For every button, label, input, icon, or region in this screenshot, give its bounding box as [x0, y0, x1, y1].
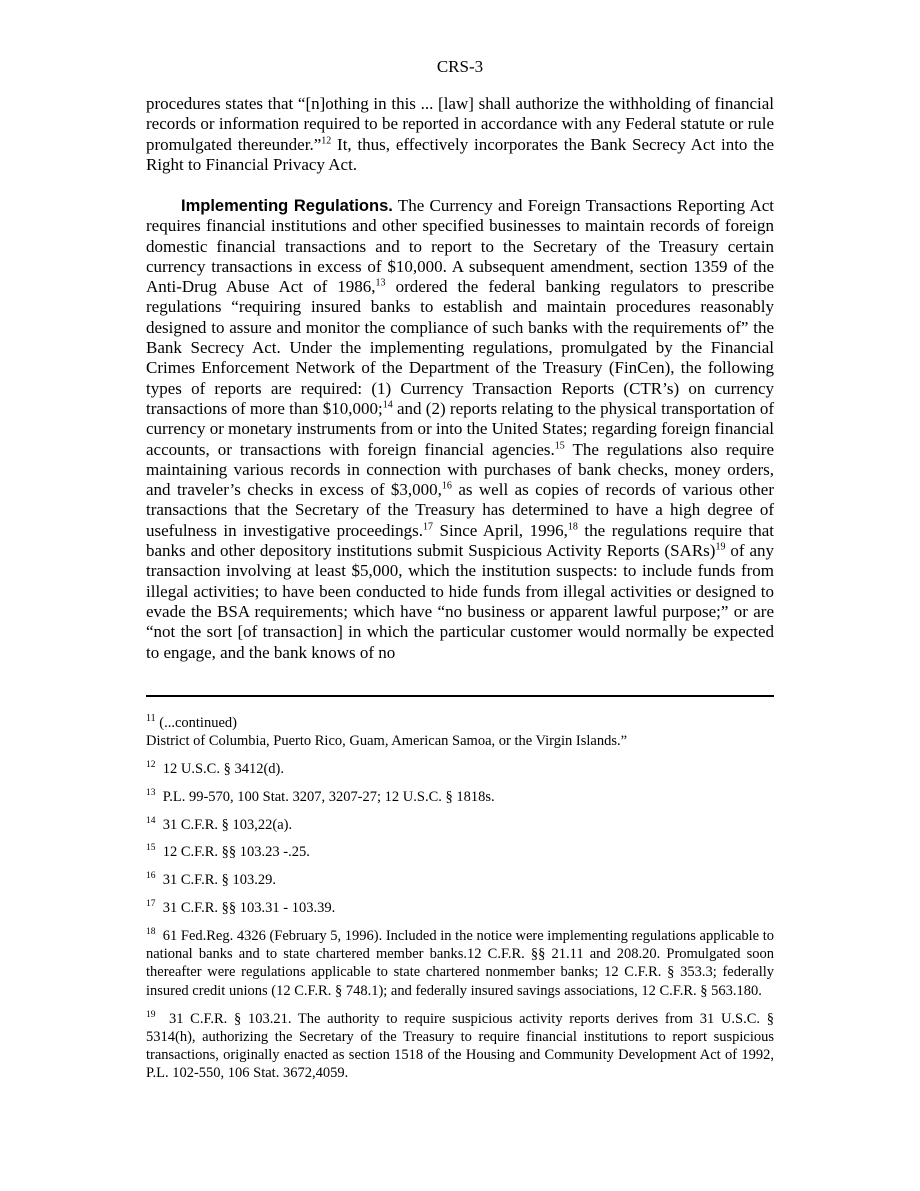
footnote-18	[146, 927, 774, 1000]
footnote-ref-17[interactable]: 17	[422, 521, 433, 533]
footnote-number: 14	[146, 815, 156, 826]
paragraph-text: procedures states that “[n]othing in this ... [law] shall authorize the withholding of financial records or information required to be reported in accordance with any Federal statute or rule promulgated thereunder.”	[146, 94, 774, 154]
footnote-number: 16	[146, 871, 156, 882]
paragraph-text: the regulations require that banks and other depository institutions submit Suspicious Activity Reports (SARs)	[146, 520, 774, 561]
footnote-12	[146, 760, 774, 778]
footnote-17	[146, 899, 774, 917]
footnote-number: 13	[146, 788, 156, 799]
footnote-14	[146, 816, 774, 834]
footnote-text: 31 C.F.R. § 103.29.	[162, 872, 276, 889]
paragraph-text: as well as copies of records of various other transactions that the Secretary of the Treasury has determined to have a high degree of usefulness in investigative proceedings.	[146, 480, 774, 540]
footnote-number: 15	[146, 843, 156, 854]
footnote-19	[146, 1010, 774, 1083]
footnote-continued-marker: (...continued)	[155, 715, 237, 731]
section-heading: Implementing Regulations.	[181, 197, 393, 215]
paragraph-text: The Currency and Foreign Transactions Reporting Act requires financial institutions and other specified businesses to maintain records of foreign domestic financial transactions and to report to the Secretary of the Treasury certain currency transactions in excess of $10,000. A subsequent amendment, section 1359 of the Anti-Drug Abuse Act of 1986,	[146, 196, 774, 297]
paragraph-text: and (2) reports relating to the physical transportation of currency or monetary instruments from or into the United States; regarding foreign financial accounts, or transactions with foreign financial agencies.	[146, 398, 774, 459]
footnote-text: 31 C.F.R. §§ 103.31 - 103.39.	[162, 900, 336, 917]
footnote-number: 12	[146, 760, 156, 771]
footnote-divider	[146, 695, 774, 697]
paragraph-text: Since April, 1996,	[432, 520, 568, 540]
body-paragraph-2	[146, 196, 774, 663]
footnote-11-continued	[146, 714, 774, 751]
footnote-ref-13[interactable]: 13	[375, 277, 386, 289]
footnote-ref-15[interactable]: 15	[554, 439, 565, 451]
footnote-13	[146, 788, 774, 806]
paragraph-text: The regulations also require maintaining various records in connection with purchases of bank checks, money orders, and traveler’s checks in excess of $3,000,	[146, 439, 774, 500]
footnote-number: 18	[146, 927, 156, 938]
footnote-ref-19[interactable]: 19	[715, 541, 726, 553]
page-header: CRS-3	[436, 57, 484, 76]
footnote-number: 11	[146, 713, 156, 725]
footnote-text: 61 Fed.Reg. 4326 (February 5, 1996). Included in the notice were implementing regulations applicable to national banks and to state chartered member banks.12 C.F.R. §§ 21.11 and 208.20. Promulgated soon thereafter were regulations applicable to state chartered nonmember banks; 12 C.F.R. § 353.3; federally insured credit unions (12 C.F.R. § 748.1); and federally insured savings associations, 12 C.F.R. § 563.180.	[146, 927, 775, 999]
footnote-15	[146, 843, 774, 861]
footnote-text: 31 C.F.R. § 103,22(a).	[162, 816, 293, 833]
footnote-text: P.L. 99-570, 100 Stat. 3207, 3207-27; 12 U.S.C. § 1818s.	[162, 788, 495, 805]
footnote-16	[146, 871, 774, 889]
body-paragraph-1	[146, 94, 774, 175]
footnote-text: 12 C.F.R. §§ 103.23 -.25.	[162, 844, 310, 861]
footnote-continued-label	[146, 714, 774, 732]
footnote-text: District of Columbia, Puerto Rico, Guam, American Samoa, or the Virgin Islands.”	[146, 733, 628, 750]
footnote-ref-14[interactable]: 14	[382, 399, 393, 411]
footnote-number: 19	[146, 1009, 156, 1020]
footnotes-section	[146, 714, 774, 1092]
paragraph-text: It, thus, effectively incorporates the Bank Secrecy Act into the Right to Financial Privacy Act.	[146, 134, 774, 174]
footnote-ref-18[interactable]: 18	[567, 521, 578, 533]
paragraph-text: ordered the federal banking regulators to prescribe regulations “requiring insured banks to establish and maintain procedures reasonably designed to assure and monitor the compliance of such banks with the requirements of” the Bank Secrecy Act. Under the implementing regulations, promulgated by the Financial Crimes Enforcement Network of the Department of the Treasury (FinCen), the following types of reports are required: (1) Currency Transaction Reports (CTR’s) on currency transactions of more than $10,000;	[146, 277, 774, 418]
footnote-text: 31 C.F.R. § 103.21. The authority to require suspicious activity reports derives from 31 U.S.C. § 5314(h), authorizing the Secretary of the Treasury to require financial institutions to report suspicious transactions, originally enacted as section 1518 of the Housing and Community Development Act of 1992, P.L. 102-550, 106 Stat. 3672,4059.	[146, 1010, 775, 1082]
footnote-number: 17	[146, 899, 156, 910]
footnote-text: 12 U.S.C. § 3412(d).	[162, 761, 284, 778]
paragraph-text: of any transaction involving at least $5,000, which the institution suspects: to include funds from illegal activities; to have been conducted to hide funds from illegal activities or designed to evade the BSA requirements; which have “no business or apparent lawful purpose;” or are “not the sort [of transaction] in which the particular customer would normally be expected to engage, and the bank knows of no	[146, 541, 774, 662]
footnote-ref-16[interactable]: 16	[441, 480, 452, 492]
footnote-ref-12[interactable]: 12	[321, 134, 332, 146]
